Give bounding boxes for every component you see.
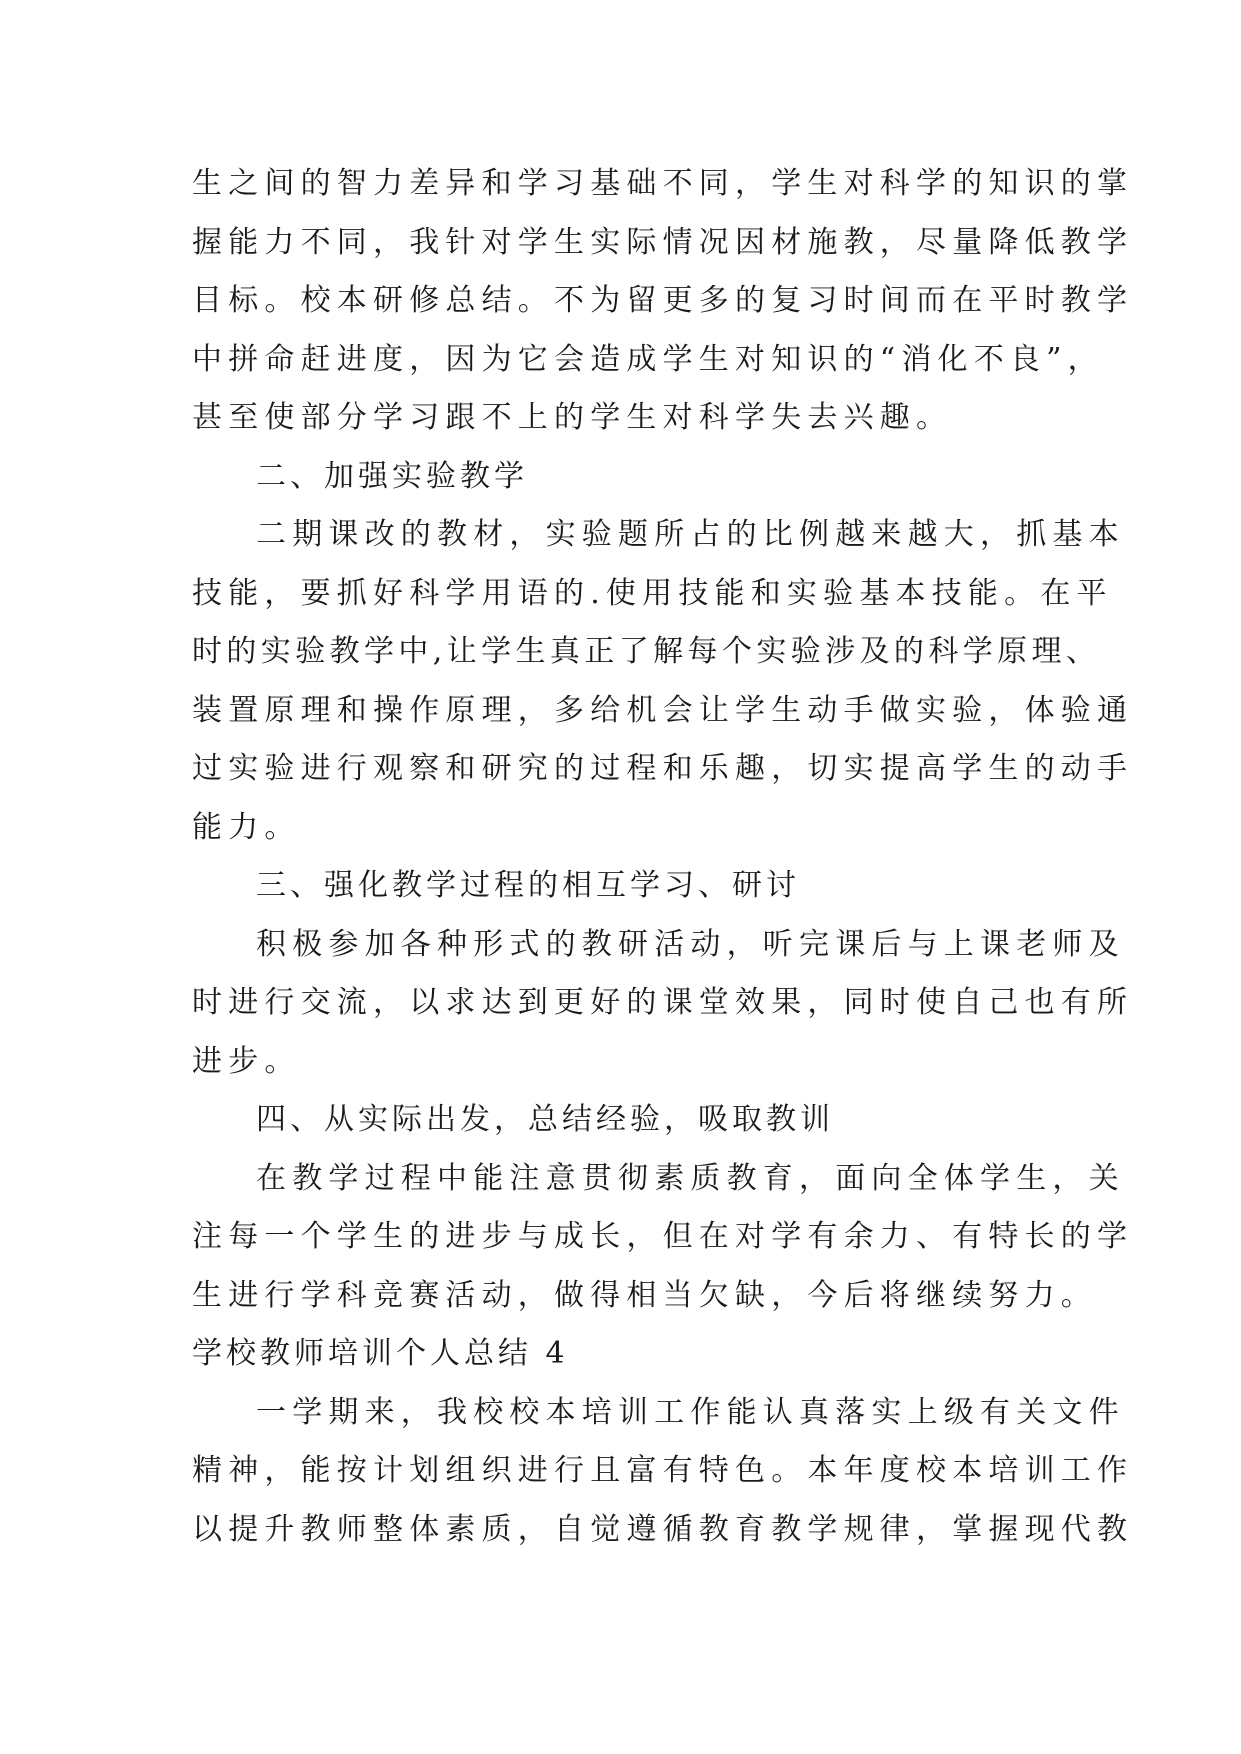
paragraph-line: 精神，能按计划组织进行且富有特色。本年度校本培训工作 bbox=[192, 1453, 1134, 1488]
paragraph-line: 一学期来，我校校本培训工作能认真落实上级有关文件 bbox=[256, 1394, 1125, 1430]
paragraph-line: 以提升教师整体素质，自觉遵循教育教学规律，掌握现代教 bbox=[192, 1511, 1134, 1547]
paragraph-line: 甚至使部分学习跟不上的学生对科学失去兴趣。 bbox=[192, 400, 953, 435]
document-body bbox=[192, 155, 1134, 1559]
paragraph-line: 目标。校本研修总结。不为留更多的复习时间而在平时教学 bbox=[192, 283, 1134, 318]
section-heading: 四、从实际出发，总结经验，吸取教训 bbox=[256, 1102, 834, 1137]
section-heading: 三、强化教学过程的相互学习、研讨 bbox=[256, 868, 800, 903]
paragraph-line: 注每一个学生的进步与成长，但在对学有余力、有特长的学 bbox=[192, 1219, 1134, 1254]
paragraph-line: 中拼命赶进度，因为它会造成学生对知识的“消化不良”， bbox=[192, 341, 1104, 377]
paragraph-line: 二期课改的教材，实验题所占的比例越来越大，抓基本 bbox=[256, 517, 1125, 552]
paragraph-line: 过实验进行观察和研究的过程和乐趣，切实提高学生的动手 bbox=[192, 751, 1134, 786]
document-title: 学校教师培训个人总结 4 bbox=[192, 1336, 569, 1371]
section-heading: 二、加强实验教学 bbox=[256, 458, 528, 494]
paragraph-line: 装置原理和操作原理，多给机会让学生动手做实验，体验通 bbox=[192, 692, 1134, 728]
paragraph-line: 积极参加各种形式的教研活动，听完课后与上课老师及 bbox=[256, 926, 1125, 962]
paragraph-line: 在教学过程中能注意贯彻素质教育，面向全体学生，关 bbox=[256, 1160, 1125, 1196]
paragraph-line: 时进行交流，以求达到更好的课堂效果，同时使自己也有所 bbox=[192, 985, 1134, 1020]
paragraph-line: 握能力不同，我针对学生实际情况因材施教，尽量降低教学 bbox=[192, 224, 1134, 260]
paragraph-line: 进步。 bbox=[192, 1043, 301, 1079]
paragraph-line: 生之间的智力差异和学习基础不同，学生对科学的知识的掌 bbox=[192, 166, 1134, 201]
paragraph-line: 能力。 bbox=[192, 809, 301, 845]
paragraph-line: 技能，要抓好科学用语的.使用技能和实验基本技能。在平 bbox=[192, 575, 1113, 611]
paragraph-line: 时的实验教学中,让学生真正了解每个实验涉及的科学原理、 bbox=[192, 634, 1101, 669]
paragraph-line: 生进行学科竞赛活动，做得相当欠缺，今后将继续努力。 bbox=[192, 1277, 1097, 1313]
